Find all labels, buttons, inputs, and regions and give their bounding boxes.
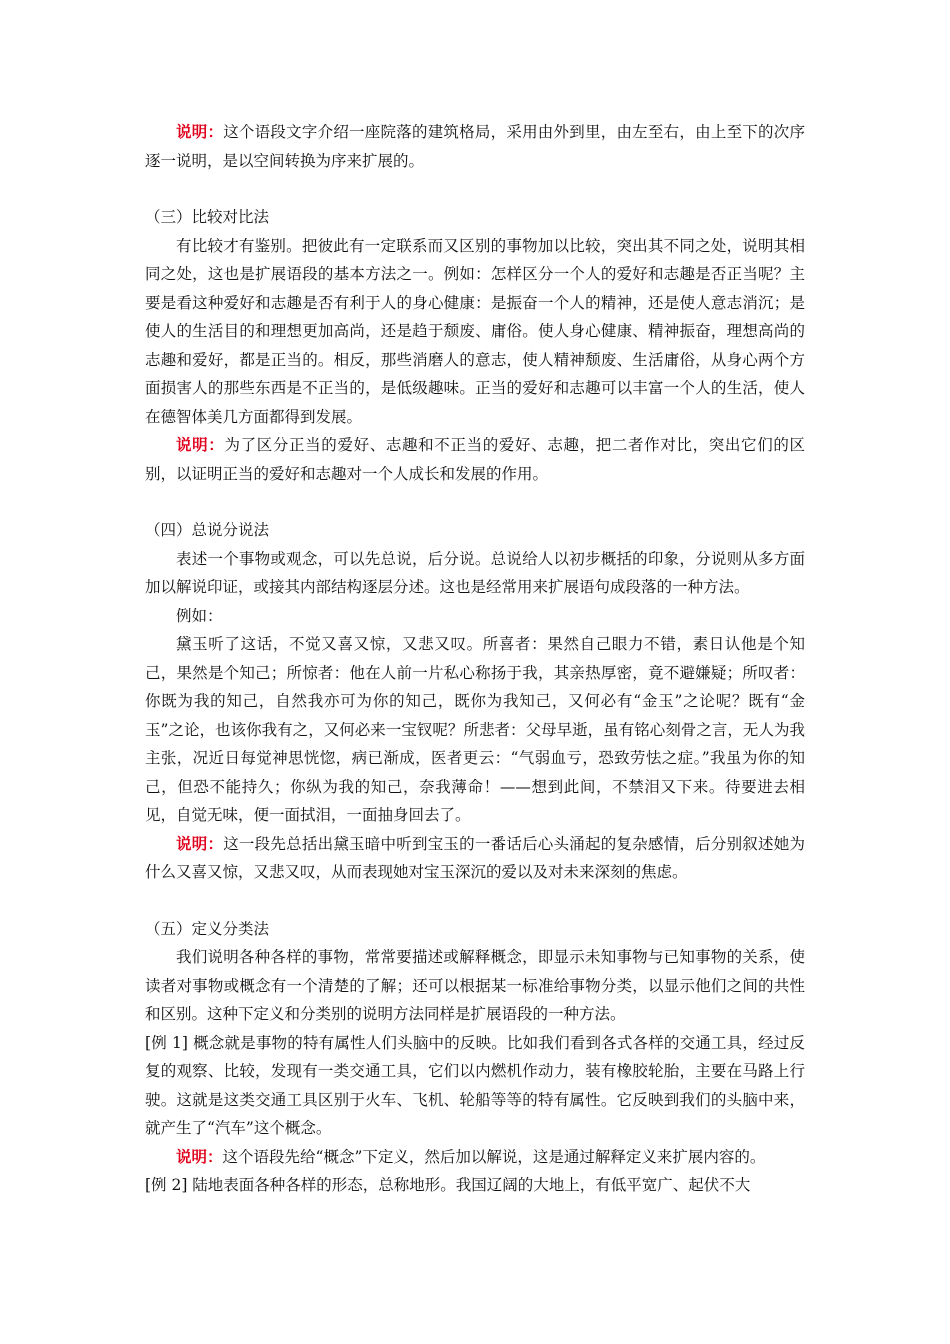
intro-note-paragraph xyxy=(145,118,805,175)
note-label: 说明： xyxy=(176,122,224,141)
section-5-example-1-note-paragraph xyxy=(145,1143,805,1172)
section-3-note-paragraph xyxy=(145,431,805,488)
intro-note-text: 这个语段文字介绍一座院落的建筑格局，采用由外到里，由左至右，由上至下的次序逐一说明，是以空间转换为序来扩展的。 xyxy=(145,123,805,170)
section-5-example-2: [例 2] 陆地表面各种各样的形态，总称地形。我国辽阔的大地上，有低平宽广、起伏不大 xyxy=(145,1176,751,1194)
section-5-example-1-note-text: 这个语段先给“概念”下定义，然后加以解说，这是通过解释定义来扩展内容的。 xyxy=(222,1147,766,1166)
note-label: 说明： xyxy=(176,435,225,454)
section-4-note-text: 这一段先总括出黛玉暗中听到宝玉的一番话后心头涌起的复杂感情，后分别叙述她为什么又喜又惊，又悲又叹，从而表现她对宝玉深沉的爱以及对未来深刻的焦虑。 xyxy=(145,834,805,881)
section-4-body: 表述一个事物或观念，可以先总说，后分说。总说给人以初步概括的印象，分说则从多方面加以解说印证，或接其内部结构逐层分述。这也是经常用来扩展语句成段落的一种方法。 xyxy=(145,549,805,596)
section-4-example-label: 例如： xyxy=(176,606,223,625)
section-3-body: 有比较才有鉴别。把彼此有一定联系而又区别的事物加以比较，突出其不同之处，说明其相同之处，这也是扩展语段的基本方法之一。例如：怎样区分一个人的爱好和志趣是否正当呢？主要是看这种爱好和志趣是否有利于人的身心健康：是振奋一个人的精神，还是使人意志消沉；是使人的生活目的和理想更加高尚，还是趋于颓废、庸俗。使人身心健康、精神振奋，理想高尚的志趣和爱好，都是正当的。相反，那些消磨人的意志，使人精神颓废、生活庸俗，从身心两个方面损害人的那些东西是不正当的，是低级趣味。正当的爱好和志趣可以丰富一个人的生活，使人在德智体美几方面都得到发展。 xyxy=(145,236,805,426)
document-body xyxy=(145,118,805,1200)
section-4-example: 黛玉听了这话，不觉又喜又惊，又悲又叹。所喜者：果然自己眼力不错，素日认他是个知己，果然是个知己；所惊者：他在人前一片私心称扬于我，其亲热厚密，竟不避嫌疑；所叹者：你既为我的知己，自然我亦可为你的知己，既你为我知己，又何必有“金玉”之论呢？既有“金玉”之论，也该你我有之，又何必来一宝钗呢？所悲者：父母早逝，虽有铭心刻骨之言，无人为我主张，况近日每觉神思恍惚，病已渐成，医者更云：“气弱血亏，恐致劳怯之症。”我虽为你的知己，但恐不能持久；你纵为我的知己，奈我薄命！——想到此间，不禁泪又下来。待要进去相见，自觉无味，便一面拭泪，一面抽身回去了。 xyxy=(145,635,805,824)
section-5-example-1: [例 1] 概念就是事物的特有属性人们头脑中的反映。比如我们看到各式各样的交通工具，经过反复的观察、比较，发现有一类交通工具，它们以内燃机作动力，装有橡胶轮胎，主要在马路上行驶。这就是这类交通工具区别于火车、飞机、轮船等等的特有属性。它反映到我们的头脑中来，就产生了“汽车”这个概念。 xyxy=(145,1033,805,1137)
note-label: 说明： xyxy=(176,833,224,853)
section-3-heading: （三）比较对比法 xyxy=(145,208,270,226)
section-5-body: 我们说明各种各样的事物，常常要描述或解释概念，即显示未知事物与已知事物的关系，使读者对事物或概念有一个清楚的了解；还可以根据某一标准给事物分类，以显示他们之间的共性和区别。这种下定义和分类别的说明方法同样是扩展语段的一种方法。 xyxy=(145,948,805,1023)
note-label: 说明： xyxy=(176,1146,223,1166)
section-4-note-paragraph xyxy=(145,830,805,887)
section-5-heading: （五）定义分类法 xyxy=(145,919,270,938)
section-3-note-text: 为了区分正当的爱好、志趣和不正当的爱好、志趣，把二者作对比，突出它们的区别，以证明正当的爱好和志趣对一个人成长和发展的作用。 xyxy=(145,436,805,483)
section-4-heading: （四）总说分说法 xyxy=(145,521,270,539)
